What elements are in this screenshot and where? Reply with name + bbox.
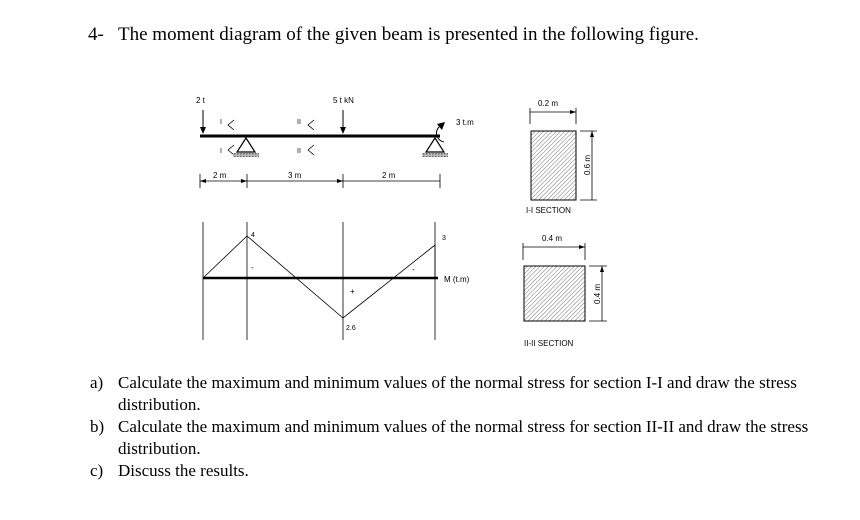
part-a (90, 372, 830, 416)
part-c-text: Discuss the results. (118, 461, 249, 480)
right-support-ground (422, 153, 448, 157)
section-1-rect (531, 131, 576, 200)
left-load-label: 2 t (196, 96, 205, 105)
section-2-width-arrow (579, 245, 585, 249)
dim-label-3: 2 m (382, 171, 396, 180)
dim-label-2: 3 m (288, 171, 302, 180)
end-moment-arc (436, 126, 444, 142)
mid-load-label: 5 t kN (333, 96, 354, 105)
section-mark-i-bottom: I (220, 148, 222, 155)
section-mark-ii-bottom: II (297, 148, 301, 155)
section-1-height-arrow (590, 131, 594, 137)
section-mark-i-top-arrow (228, 120, 234, 130)
end-moment-label: 3 t.m (456, 118, 474, 127)
question-number: 4- (88, 24, 104, 45)
end-moment-arrowhead (437, 122, 445, 130)
dim-arrow-2 (337, 179, 343, 183)
moment-axis-label: M (t.m) (444, 275, 470, 284)
part-c (90, 460, 830, 482)
right-support (426, 138, 444, 152)
section-2-width-label: 0.4 m (542, 234, 563, 243)
left-support (237, 138, 255, 152)
part-b-text: Calculate the maximum and minimum values of the normal stress for section II-II and draw the stress distribution. (118, 417, 809, 458)
moment-value-mid: 2.6 (346, 325, 356, 332)
part-a-text: Calculate the maximum and minimum values of the normal stress for section I-I and draw the stress distribution. (118, 373, 797, 414)
part-a-label: a) (90, 373, 104, 392)
left-load-arrowhead (200, 127, 206, 134)
section-2-rect (524, 266, 585, 321)
section-mark-ii-top: II (297, 119, 301, 126)
part-b (90, 416, 830, 460)
section-1-caption: I-I SECTION (526, 206, 571, 215)
part-c-label: c) (90, 461, 104, 480)
moment-value-right: 3 (442, 235, 446, 242)
section-1-width-label: 0.2 m (538, 99, 559, 108)
question-text: The moment diagram of the given beam is presented in the following figure. (118, 24, 699, 45)
dim-label-1: 2 m (213, 171, 227, 180)
section-mark-ii-bottom-arrow (308, 145, 314, 155)
left-support-ground (233, 153, 259, 157)
mid-load-arrowhead (340, 127, 346, 134)
section-1-height-label: 0.6 m (583, 154, 592, 175)
section-mark-i-top: I (220, 119, 222, 126)
section-mark-ii-top-arrow (308, 120, 314, 130)
question-parts (90, 372, 830, 482)
dim-arrow-0 (200, 179, 206, 183)
part-b-label: b) (90, 417, 105, 436)
section-2-height-label: 0.4 m (593, 283, 602, 304)
section-2-caption: II-II SECTION (524, 339, 574, 348)
moment-sign-pos: + (350, 287, 355, 296)
section-1-width-arrow (570, 110, 576, 114)
moment-value-left: 4 (251, 232, 255, 239)
moment-sign-neg-right: - (412, 265, 415, 274)
section-2-height-arrow (600, 266, 604, 272)
moment-sign-neg-left: - (251, 263, 254, 272)
dim-arrow-1 (241, 179, 247, 183)
